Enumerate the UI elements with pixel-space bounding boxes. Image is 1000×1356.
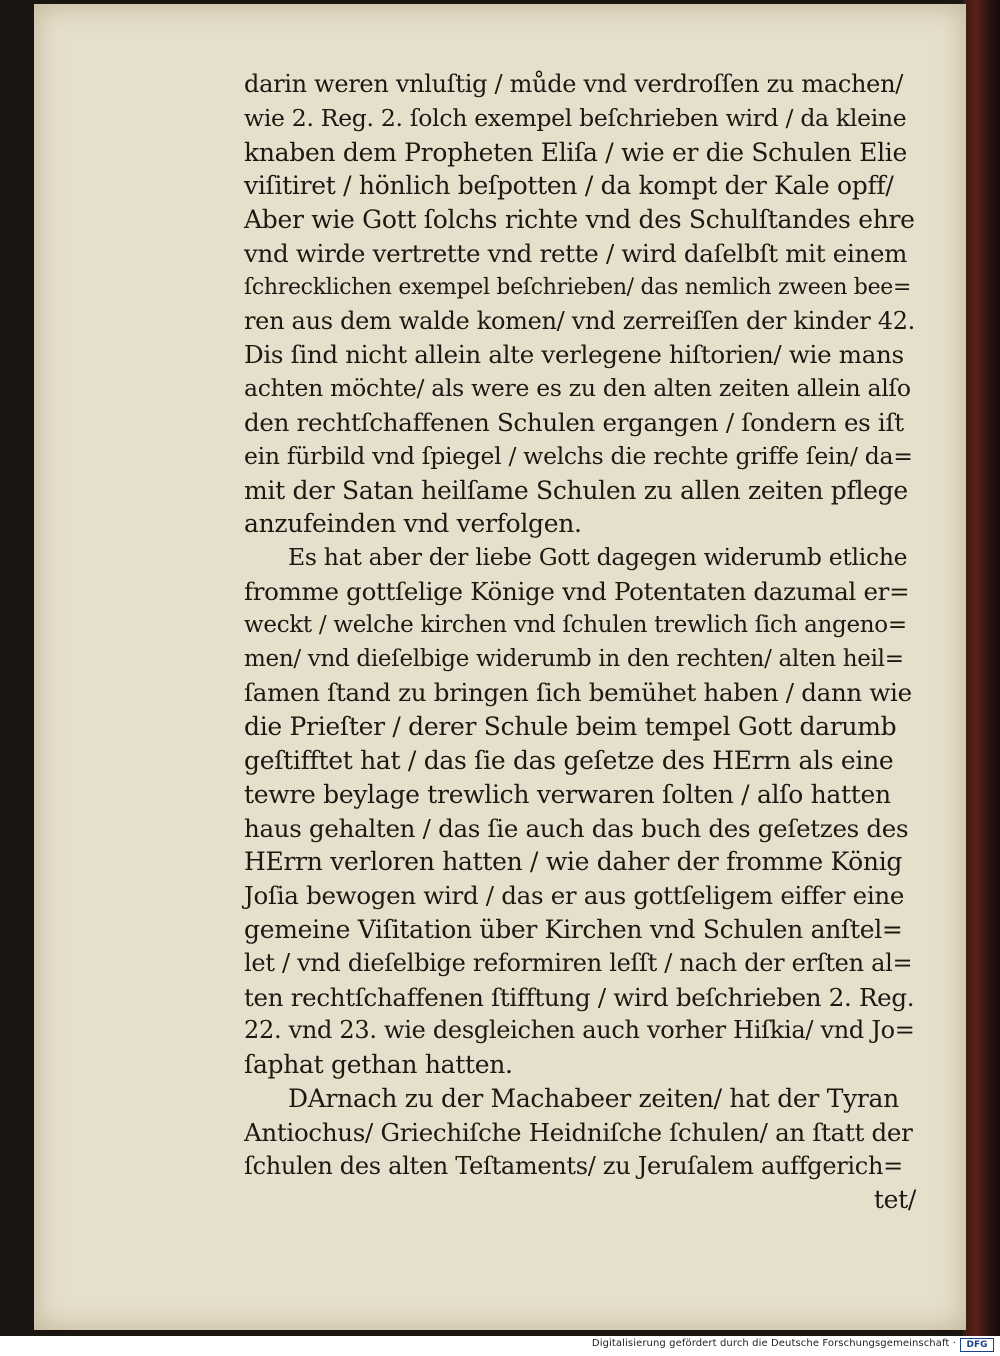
page-text [244,68,916,1217]
text-line: let / vnd dieſelbige reformiren leſſt / nach der erſten al= [244,948,913,977]
book-edge [963,0,1000,1336]
text-line: haus gehalten / das ſie auch das buch des geſetzes des [244,813,909,843]
text-line: geſtifftet hat / das ſie das geſetze des HErrn als eine [244,745,894,775]
text-line: gemeine Viſitation über Kirchen vnd Schulen anſtel= [244,914,903,944]
text-line: weckt / welche kirchen vnd ſchulen trewlich ſich angeno= [244,611,907,638]
text-line: knaben dem Propheten Eliſa / wie er die Schulen Elie [244,137,907,167]
text-line: Dis ſind nicht allein alte verlegene hiſtorien/ wie mans [244,340,904,370]
dfg-logo-icon: DFG [960,1338,994,1352]
text-line: den rechtſchaffenen Schulen ergangen / ſondern es iſt [244,407,904,437]
footer-bar [0,1336,1000,1356]
text-line: Aber wie Gott ſolchs richte vnd des Schulſtandes ehre [244,205,915,235]
text-line: die Prieſter / derer Schule beim tempel Gott darumb [244,712,897,742]
text-line: men/ vnd dieſelbige widerumb in den rechten/ alten heil= [244,645,904,672]
text-line: anzufeinden vnd verfolgen. [244,509,582,539]
catchword-line: tet/ [873,1185,916,1215]
paragraph-start-line: Es hat aber der liebe Gott dagegen widerumb etliche [288,543,908,572]
text-line: ein fürbild vnd ſpiegel / welchs die rechte griffe ſein/ da= [244,441,913,470]
text-line: viſitiret / hönlich beſpotten / da kompt der Kale opff/ [244,171,894,201]
paragraph-start-line: DArnach zu der Machabeer zeiten/ hat der Tyran [288,1083,899,1113]
text-line: tewre beylage trewlich verwaren ſolten / alſo hatten [244,779,891,809]
text-line: wie 2. Reg. 2. ſolch exempel beſchrieben wird / da kleine [244,103,907,132]
text-line: Joſia bewogen wird / das er aus gottſeligem eiffer eine [244,881,905,911]
text-line: ten rechtſchaffenen ſtifftung / wird beſchrieben 2. Reg. [244,982,915,1012]
text-line: ſamen ſtand zu bringen ſich bemühet haben / dann wie [244,678,912,708]
text-line: ren aus dem walde komen/ vnd zerreiſſen der kinder 42. [244,306,915,335]
text-line: mit der Satan heilſame Schulen zu allen zeiten pflege [244,475,908,505]
text-line: darin weren vnluſtig / můde vnd verdroſſen zu machen/ [244,70,904,98]
text-line: ſchulen des alten Teſtaments/ zu Jeruſalem auffgerich= [244,1151,903,1180]
text-line: achten möchte/ als were es zu den alten zeiten allein alſo [244,374,911,403]
text-line: Antiochus/ Griechiſche Heidniſche ſchulen/ an ſtatt der [244,1117,913,1147]
text-line: vnd wirde vertrette vnd rette / wird daſelbſt mit einem [244,238,908,268]
text-line: ſchrecklichen exempel beſchrieben/ das nemlich zween bee= [244,274,912,300]
text-line: HErrn verloren hatten / wie daher der fromme König [244,847,903,877]
text-line: ſaphat gethan hatten. [244,1050,513,1080]
text-line: 22. vnd 23. wie desgleichen auch vorher Hiſkia/ vnd Jo= [244,1016,915,1045]
footer-credit: Digitalisierung gefördert durch die Deutsche Forschungsgemeinschaft · [591,1338,956,1349]
text-line: fromme gottſelige Könige vnd Potentaten dazumal er= [244,576,910,606]
